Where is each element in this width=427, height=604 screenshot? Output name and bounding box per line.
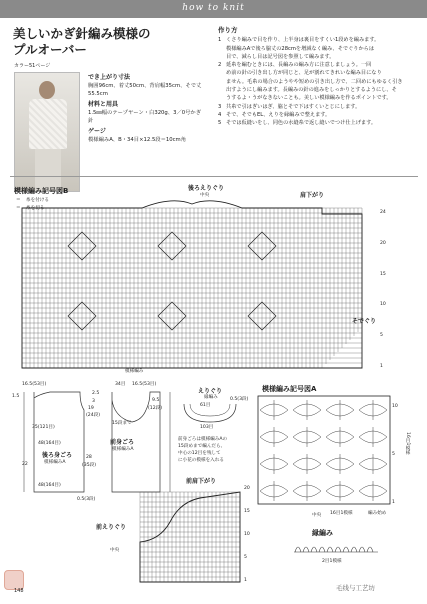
legend-1-text: 糸を付ける	[26, 198, 49, 203]
watermark: 毛线与工艺坊	[336, 584, 375, 592]
row-number: 20	[380, 240, 386, 246]
instruction-step	[218, 36, 418, 44]
chart-a-frame	[258, 396, 390, 504]
size-value: 胸囲96cm、着丈50cm、背肩幅35cm、そで丈55.5cm	[88, 83, 202, 97]
step-number	[218, 78, 226, 86]
step-number	[218, 86, 226, 94]
edge-scallop	[351, 547, 357, 552]
legend-2-text: 糸を切る	[26, 206, 45, 211]
specs-block	[88, 74, 206, 144]
collar-pattern: 縁編み	[204, 395, 218, 400]
diagram-a-start: 編み始め	[368, 511, 387, 516]
garment-photo	[14, 72, 80, 192]
edge-scallop	[359, 547, 365, 552]
edge-chart	[294, 540, 378, 556]
diagram-a-center: 中央	[312, 513, 322, 518]
materials-value: 1.5㎜幅のテープヤーン・白320g、3／0号かぎ針	[88, 110, 202, 124]
edge-scallop	[319, 547, 325, 552]
step-text: 延糸を編むときには、長編みの編み方に注意しましょう。一回	[226, 62, 372, 69]
instructions	[218, 26, 418, 128]
instruction-step	[218, 45, 418, 53]
step-text: 出すようにし編みます。長編みの針の進みをしっかりとするようにし、そ	[226, 87, 397, 94]
dim-28b: (35段)	[82, 463, 97, 468]
stitch-chart-a	[258, 396, 400, 506]
front-center-label: 中央	[110, 548, 120, 553]
stitch-chart-front-neck	[140, 482, 240, 582]
row-number: 5	[244, 555, 247, 560]
edge-scallop	[295, 547, 301, 552]
diamond-motif	[158, 302, 186, 330]
page-title	[13, 26, 213, 58]
front-shoulder-label: 前肩下がり	[186, 478, 217, 485]
title-line2: プルオーバー	[13, 42, 87, 57]
step-text: そでは仮縫いをし、同色の水縫糸で返し縫いでつけ仕上げます。	[226, 120, 377, 127]
instruction-step	[218, 103, 418, 111]
dim-3: 3	[92, 399, 95, 404]
collar-05: 0.5(3段)	[230, 397, 249, 402]
front-body-pattern: 模様編みA	[112, 447, 134, 452]
dim-95: 9.5	[152, 398, 160, 403]
figure-sweater	[29, 99, 67, 149]
row-number: 5	[392, 452, 395, 457]
figure-head	[39, 81, 55, 99]
corner-logo	[4, 570, 24, 590]
diamond-motif	[158, 232, 186, 260]
row-number: 10	[244, 532, 250, 537]
gauge-heading: ゲージ	[88, 128, 106, 135]
row-number: 1	[380, 364, 383, 369]
edge-scallop	[311, 547, 317, 552]
instruction-step	[218, 61, 418, 69]
step-number: 3	[218, 103, 222, 110]
row-number: 10	[392, 404, 398, 409]
collar-61: 61目	[200, 403, 211, 408]
dim-48b: 48(164目)	[38, 483, 61, 488]
dim-12: (12段)	[148, 406, 163, 411]
edge-scallop	[327, 547, 333, 552]
sleeve-hole-label: そでぐり	[352, 318, 377, 325]
row-number: 15	[244, 509, 250, 514]
dim-15: 1.5	[12, 394, 20, 399]
front-neck-label: 前えりぐり	[96, 524, 127, 531]
diagram-a-side: 16目1模様	[405, 432, 410, 455]
row-number: 20	[244, 486, 250, 491]
step-number: 2	[218, 62, 222, 69]
step-text: 模様編みAで後ろ脇丈の28cmを増減なく編み、そでぐりからは	[226, 45, 375, 52]
row-number: 15	[380, 271, 386, 277]
row-number: 1	[392, 500, 395, 505]
divider	[10, 176, 418, 177]
front-body-outline	[112, 392, 163, 492]
pattern-label-b: 模様編み	[125, 369, 144, 374]
page-number: 148	[14, 588, 24, 594]
front-body-label: 前身ごろ	[110, 439, 135, 446]
dim-35: 35(121目)	[32, 425, 55, 430]
instruction-step	[218, 78, 418, 86]
header-tag: how to knit	[182, 3, 245, 13]
instruction-step	[218, 53, 418, 61]
row-number: 5	[380, 333, 383, 339]
diagram-a-title: 模様編み記号図A	[262, 385, 317, 393]
row-number: 1	[244, 578, 247, 583]
dim-top-mid: 34目	[115, 382, 126, 387]
center-label-b: 中央	[200, 193, 210, 198]
instruction-step	[218, 119, 418, 127]
row-number: 10	[380, 302, 386, 308]
note-line-2: 15段めまで編んだら、	[178, 444, 226, 449]
step-text: 目で、減らし目は記号図を参照して編みます。	[226, 53, 335, 60]
diagram-b-title: 模様編み記号図B	[14, 187, 69, 195]
collar-103: 103目	[200, 425, 214, 430]
instruction-step	[218, 94, 418, 102]
stitch-chart-b	[22, 196, 362, 368]
legend-1-sym: ＝	[16, 198, 21, 203]
step-text: め前の針の引き出し方が同じと、足が割れてきれいな編み目になり	[226, 70, 382, 77]
page-reference: カラー51ページ	[14, 63, 51, 69]
size-heading: でき上がり寸法	[88, 74, 131, 81]
instruction-step	[218, 111, 418, 119]
dim-top-right: 16.5(53目)	[132, 382, 157, 387]
back-body-outline	[34, 392, 84, 492]
step-number: 4	[218, 111, 222, 118]
edge-scallop	[335, 547, 341, 552]
dim-15b: 15段まで	[112, 421, 132, 426]
dim-48a: 48(164目)	[38, 441, 61, 446]
diagram-a-repeat: 16目1模様	[330, 511, 353, 516]
instruction-step	[218, 69, 418, 77]
back-body-label: 後ろ身ごろ	[42, 452, 73, 459]
dim-05: 0.5(3段)	[77, 497, 96, 502]
step-number	[218, 69, 226, 77]
edge-title: 縁編み	[312, 529, 333, 537]
dim-19: 19	[88, 406, 94, 411]
title-line1: 美しいかぎ針編み模様の	[13, 26, 151, 41]
note-line-4: に小花の模様を入れる	[178, 458, 224, 463]
step-number: 5	[218, 120, 222, 127]
dim-top-left: 16.5(53目)	[22, 382, 47, 387]
row-number: 24	[380, 210, 386, 215]
collar-label: えりぐり	[198, 388, 223, 395]
back-body-pattern: 模様編みA	[44, 460, 66, 465]
gauge-value: 模様編みA、B・34目×12.5段＝10cm角	[88, 137, 187, 143]
header-band	[0, 0, 427, 18]
instruction-step	[218, 86, 418, 94]
step-text: そで、そでもEL、えりを縁編みで整えます。	[226, 111, 331, 118]
dim-22: 22	[22, 462, 28, 467]
edge-scallop	[367, 547, 373, 552]
legend-2-sym: ＝	[16, 206, 21, 211]
shoulder-label: 肩下がり	[300, 192, 325, 199]
step-text: ません。毛糸の場合のようやや短めの引き出し方で、二回めにもゆるく引き	[226, 78, 403, 85]
step-text: うするよ・うがなきないことも。美しい模様編みを作るポイントです。	[226, 95, 392, 102]
step-number	[218, 94, 226, 102]
dim-24: (24段)	[86, 413, 101, 418]
instructions-heading: 作り方	[218, 26, 238, 34]
step-number	[218, 53, 226, 61]
edge-scallop	[303, 547, 309, 552]
dim-28a: 28	[86, 455, 92, 460]
step-text: くさり編みで目を作り、上半身は裏目をすくい1段めを編みます。	[226, 37, 380, 44]
dim-25: 2.5	[92, 391, 100, 396]
step-text: 共糸で引はぎいはぎ、脇とそで下はすくいとじにします。	[226, 103, 361, 110]
materials-heading: 材料と用具	[88, 101, 119, 108]
edge-repeat: 2目1模様	[322, 559, 342, 564]
step-number: 1	[218, 37, 222, 44]
note-line-1: 前身ごろは模様編みAの	[178, 437, 228, 442]
note-line-3: 中心の12目を残して	[178, 451, 221, 456]
edge-scallop	[343, 547, 349, 552]
collar-drawing	[180, 400, 240, 430]
back-neck-label: 後ろえりぐり	[188, 185, 225, 192]
step-number	[218, 45, 226, 53]
